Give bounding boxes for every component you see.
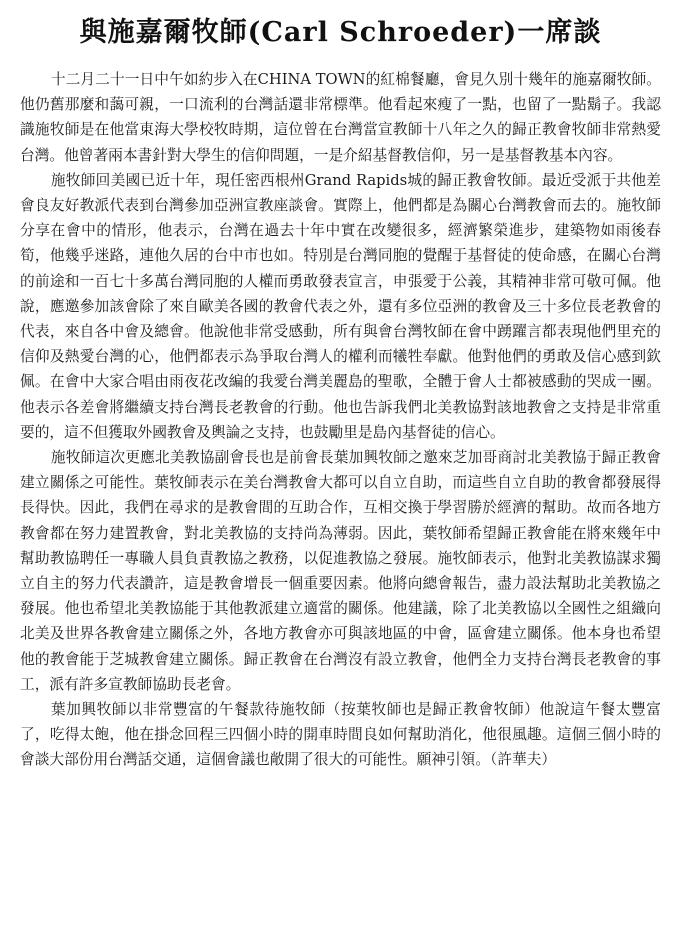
- paragraph-3: 施牧師這次更應北美教協副會長也是前會長葉加興牧師之邀來芝加哥商討北美教協于歸正教會建立關係之可能性。葉牧師表示在美台灣教會大都可以自立自助，而這些自立自助的教會都發展得長得快。因此，我們在尋求的是教會間的互助合作，互相交換于學習勝於經濟的幫助。故而各地方教會都在努力建置教會，對北美教協的支持尚為薄弱。因此，葉牧師希望歸正教會能在將來幾年中幫助教協聘任一專職人員負責教協之教務，以促進教協之發展。施牧師表示，他對北美教協謀求獨立自主的努力代表讚許，這是教會增長一個重要因素。他將向總會報告，盡力設法幫助北美教協之發展。他也希望北美教協能于其他教派建立適當的關係。他建議，除了北美教協以全國性之組織向北美及世界各教會建立關係之外，各地方教會亦可與該地區的中會，區會建立關係。他本身也希望他的教會能于芝城教會建立關係。歸正教會在台灣沒有設立教會，他們全力支持台灣長老教會的事工，派有許多宣教師協助長老會。: [20, 449, 661, 693]
- article-body: [20, 67, 661, 773]
- paragraph-2: 施牧師回美國已近十年，現任密西根州Grand Rapids城的歸正教會牧師。最近受派于共他差會良友好教派代表到台灣參加亞洲宣教座談會。實際上，他們都是為關心台灣教會而去的。施牧師分享在會中的情形，他表示，台灣在過去十年中實在改變很多，經濟繁榮進步，建築物如雨後春筍，他幾乎迷路，連他久居的台中市也如。特別是台灣同胞的覺醒于基督徒的使命感，在關心台灣的前途和一百七十多萬台灣同胞的人權而勇敢發表宣言，申張愛于公義，其精神非常可敬可佩。他說，應邀參加該會除了來自歐美各國的教會代表之外，還有多位亞洲的教會及三十多位長老教會的代表，來自各中會及總會。他說他非常受感動，所有與會台灣牧師在會中踴躍言都表現他們里充的信仰及熱愛台灣的心，他們都表示為爭取台灣人的權利而犧牲奉獻。他對他們的勇敢及信心感到欽佩。在會中大家合唱由雨夜花改編的我愛台灣美麗島的聖歌，全體于會人士都被感動的哭成一團。他表示各差會將繼續支持台灣長老教會的行動。他也告訴我們北美教協對該地教會之支持是非常重要的，這不但獲取外國教會及輿論之支持，也鼓勵里是島內基督徒的信心。: [20, 171, 661, 441]
- paragraph-4: 葉加興牧師以非常豐富的午餐款待施牧師（按葉牧師也是歸正教會牧師）他說這午餐太豐富了，吃得太飽，他在掛念回程三四個小時的開車時間良如何幫助消化，他很風趣。這個三個小時的會談大部份用台灣話交通，這個會議也敞開了很大的可能性。願神引領。（許華夫）: [20, 701, 661, 769]
- paragraph-1: 十二月二十一日中午如約步入在CHINA TOWN的紅棉餐廳，會見久別十幾年的施嘉爾牧師。他仍舊那麼和藹可親，一口流利的台灣話還非常標準。他看起來瘦了一點，也留了一點鬍子。我認識施牧師是在他當東海大學校牧時期，這位曾在台灣當宣教師十八年之久的歸正教會牧師非常熱愛台灣。他曾著兩本書針對大學生的信仰問題，一是介紹基督教信仰，另一是基督教基本內容。: [20, 71, 661, 164]
- page-title: 與施嘉爾牧師(Carl Schroeder)一席談: [79, 17, 602, 48]
